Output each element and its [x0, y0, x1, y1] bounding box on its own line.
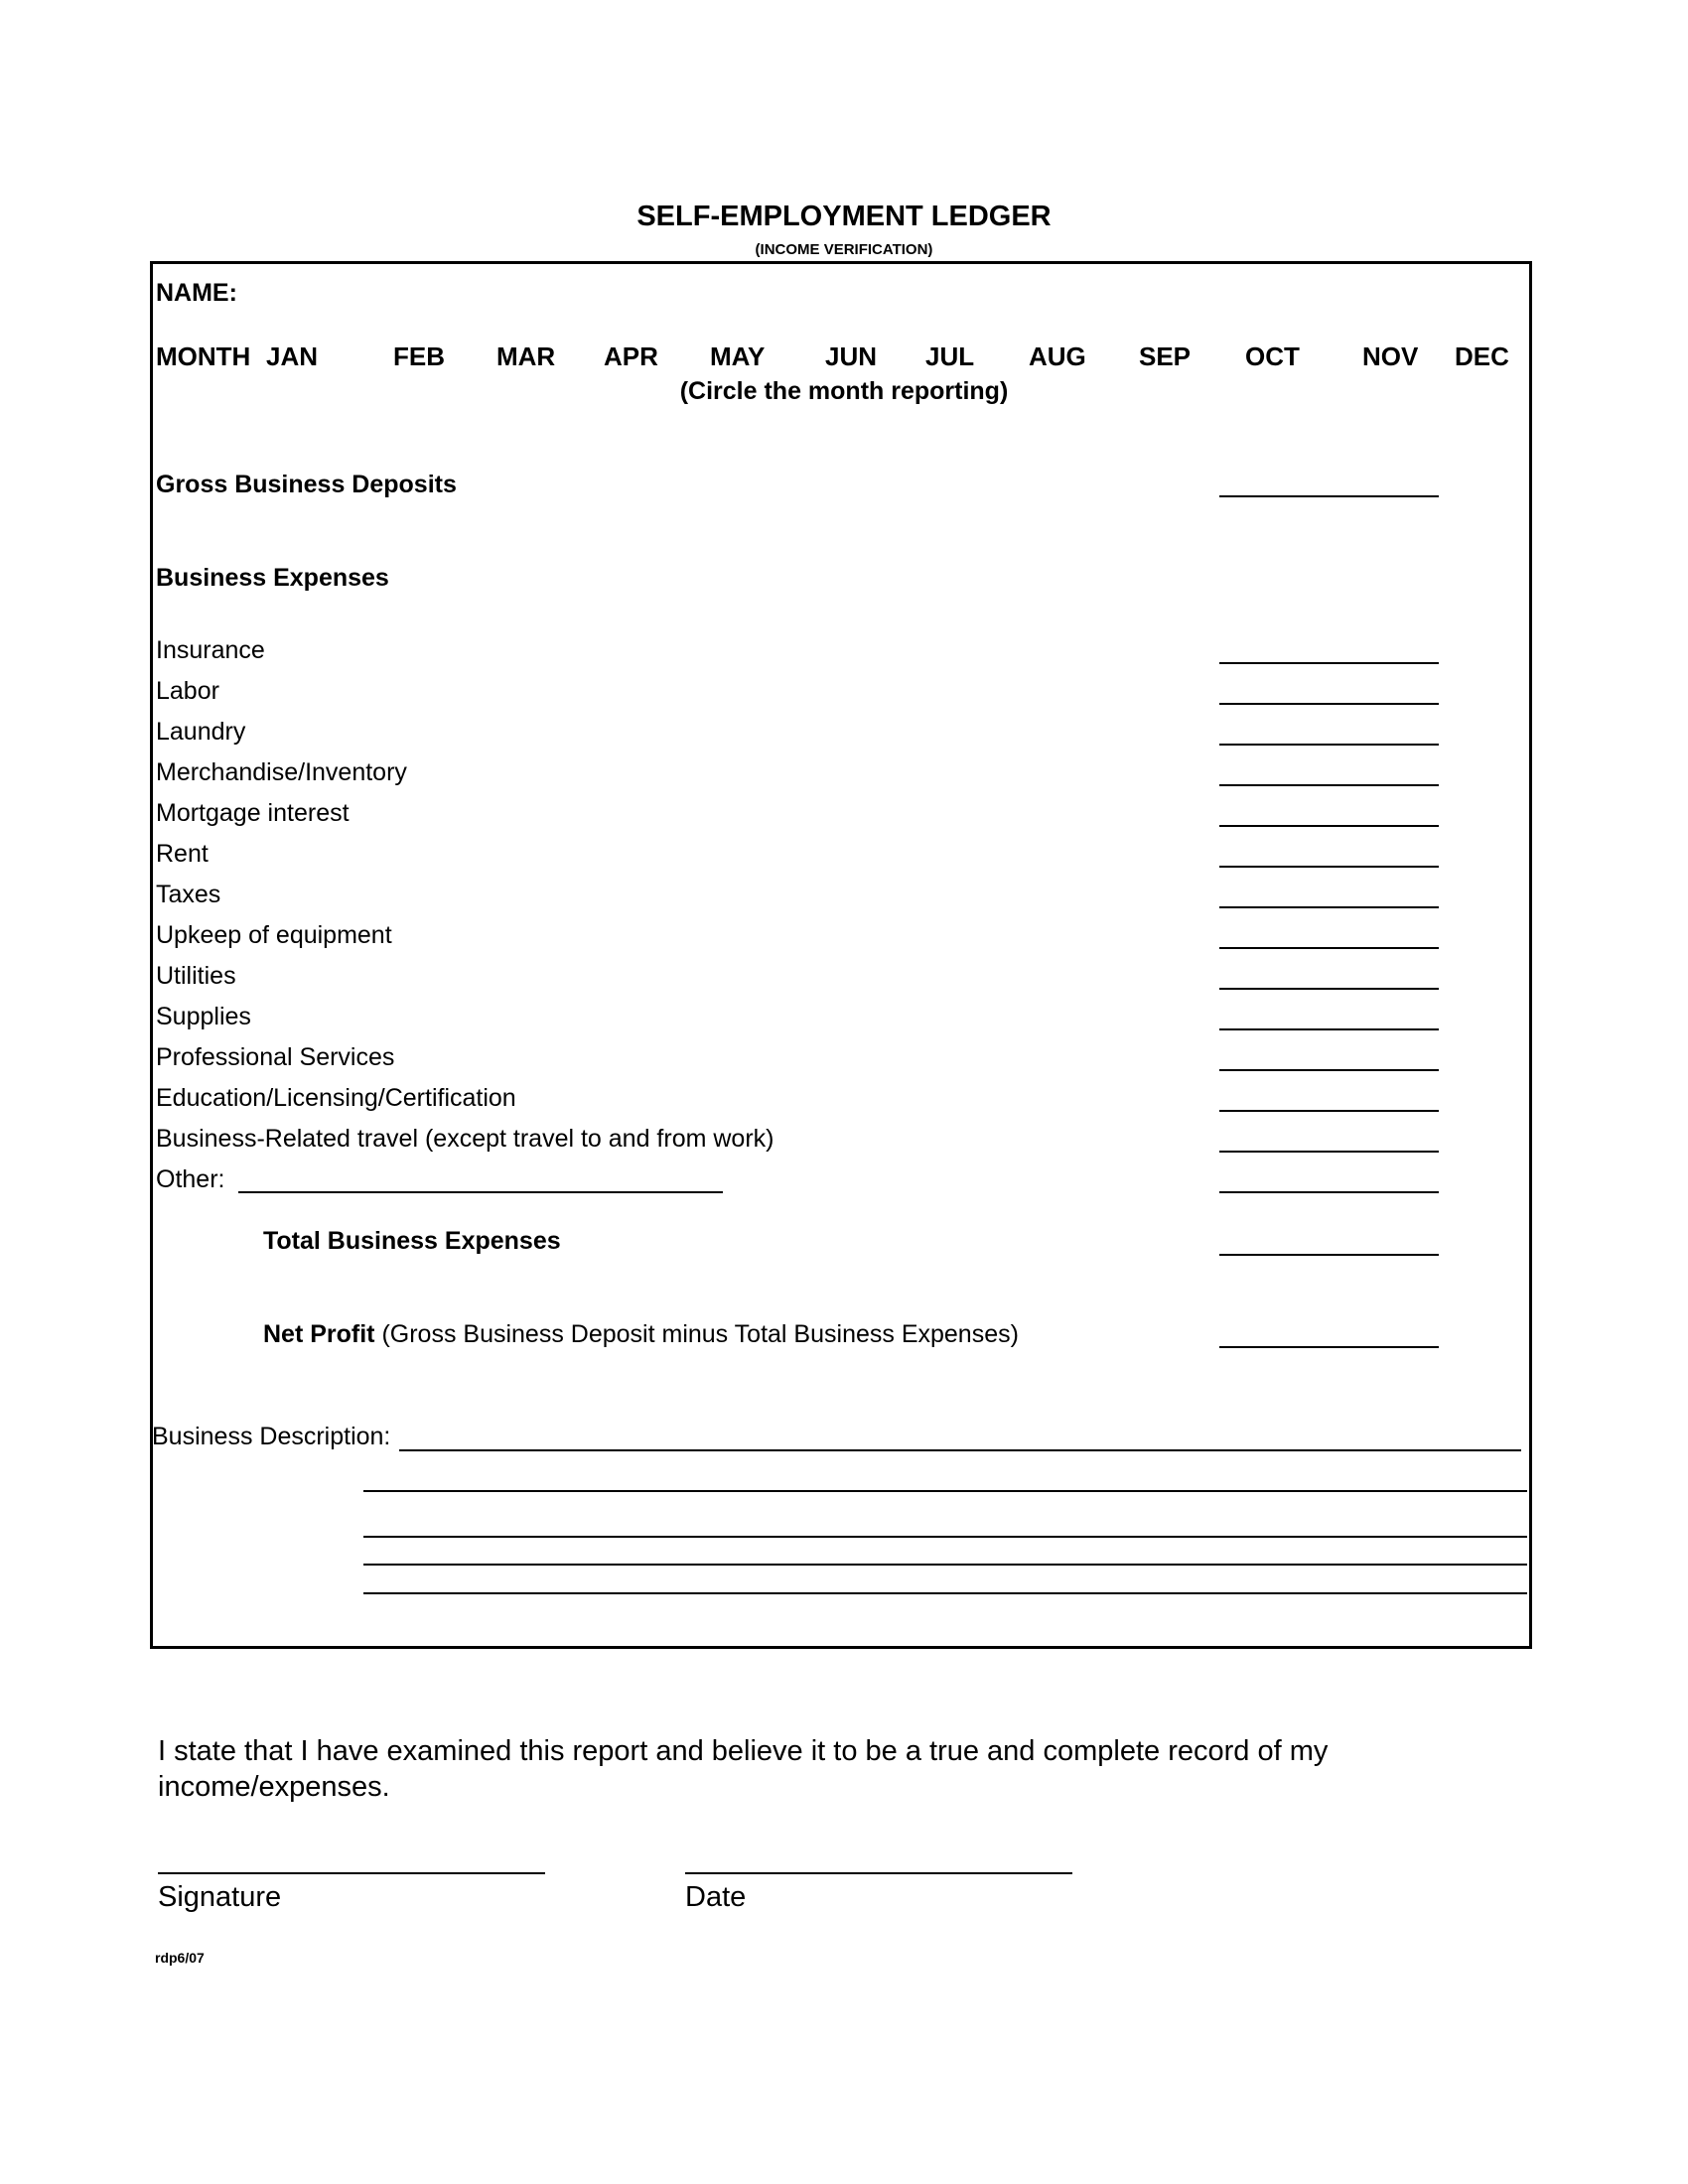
expense-field-labor[interactable] — [1219, 703, 1439, 705]
month-may[interactable]: MAY — [710, 341, 766, 371]
month-jun[interactable]: JUN — [825, 341, 878, 371]
expense-field-travel[interactable] — [1219, 1151, 1439, 1153]
business-description-line-4[interactable] — [363, 1564, 1527, 1566]
business-description-line-1[interactable] — [399, 1449, 1521, 1451]
month-nov[interactable]: NOV — [1362, 341, 1419, 371]
month-feb[interactable]: FEB — [393, 341, 445, 371]
expense-label-taxes: Taxes — [156, 881, 221, 908]
expense-label-rent: Rent — [156, 840, 209, 868]
circle-month-note: (Circle the month reporting) — [679, 377, 1009, 405]
expense-field-merchandise[interactable] — [1219, 784, 1439, 786]
month-aug[interactable]: AUG — [1029, 341, 1086, 371]
expenses-heading: Business Expenses — [156, 564, 389, 592]
expense-field-laundry[interactable] — [1219, 744, 1439, 746]
net-profit-note: (Gross Business Deposit minus Total Business Expenses) — [381, 1320, 1019, 1348]
expense-field-taxes[interactable] — [1219, 906, 1439, 908]
business-description-line-5[interactable] — [363, 1592, 1527, 1594]
month-mar[interactable]: MAR — [496, 341, 556, 371]
expense-label-utilities: Utilities — [156, 962, 236, 990]
expense-field-utilities[interactable] — [1219, 988, 1439, 990]
total-expenses-label: Total Business Expenses — [263, 1227, 561, 1255]
expense-label-mortgage: Mortgage interest — [156, 799, 350, 827]
month-oct[interactable]: OCT — [1245, 341, 1300, 371]
form-code: rdp6/07 — [155, 1950, 205, 1966]
expense-field-mortgage[interactable] — [1219, 825, 1439, 827]
business-description-line-2[interactable] — [363, 1490, 1527, 1492]
gross-deposits-field[interactable] — [1219, 495, 1439, 497]
signature-label: Signature — [158, 1881, 282, 1913]
expense-field-other[interactable] — [1219, 1191, 1439, 1193]
expense-field-professional-services[interactable] — [1219, 1069, 1439, 1071]
date-label: Date — [685, 1881, 747, 1913]
statement-line-2: income/expenses. — [158, 1771, 390, 1803]
expense-field-supplies[interactable] — [1219, 1028, 1439, 1030]
name-label: NAME: — [156, 279, 237, 307]
total-expenses-field[interactable] — [1219, 1254, 1439, 1256]
expense-label-supplies: Supplies — [156, 1003, 251, 1030]
signature-line[interactable] — [158, 1872, 545, 1874]
expense-field-education[interactable] — [1219, 1110, 1439, 1112]
net-profit-label — [263, 1320, 1019, 1349]
net-profit-field[interactable] — [1219, 1346, 1439, 1348]
statement-line-1: I state that I have examined this report and believe it to be a true and complete record of my — [158, 1735, 1329, 1767]
month-apr[interactable]: APR — [604, 341, 658, 371]
expense-label-other: Other: — [156, 1165, 225, 1193]
expense-field-rent[interactable] — [1219, 866, 1439, 868]
expense-label-travel: Business-Related travel (except travel to and from work) — [156, 1125, 774, 1153]
page-title: SELF-EMPLOYMENT LEDGER — [636, 201, 1052, 232]
expense-field-insurance[interactable] — [1219, 662, 1439, 664]
page-subtitle: (INCOME VERIFICATION) — [755, 241, 933, 258]
month-label: MONTH — [156, 341, 251, 371]
month-sep[interactable]: SEP — [1139, 341, 1192, 371]
month-dec[interactable]: DEC — [1455, 341, 1509, 371]
expense-label-merchandise: Merchandise/Inventory — [156, 758, 407, 786]
date-line[interactable] — [685, 1872, 1072, 1874]
expense-label-laundry: Laundry — [156, 718, 246, 746]
expense-label-education: Education/Licensing/Certification — [156, 1084, 516, 1112]
other-description-field[interactable] — [238, 1191, 723, 1193]
expense-field-upkeep[interactable] — [1219, 947, 1439, 949]
business-description-line-3[interactable] — [363, 1536, 1527, 1538]
net-profit-label-bold: Net Profit — [263, 1320, 375, 1348]
month-jan[interactable]: JAN — [266, 341, 319, 371]
expense-label-labor: Labor — [156, 677, 219, 705]
business-description-label: Business Description: — [152, 1423, 391, 1450]
expense-label-insurance: Insurance — [156, 636, 265, 664]
month-jul[interactable]: JUL — [925, 341, 975, 371]
expense-label-upkeep: Upkeep of equipment — [156, 921, 392, 949]
expense-label-professional-services: Professional Services — [156, 1043, 395, 1071]
gross-deposits-label: Gross Business Deposits — [156, 471, 457, 498]
